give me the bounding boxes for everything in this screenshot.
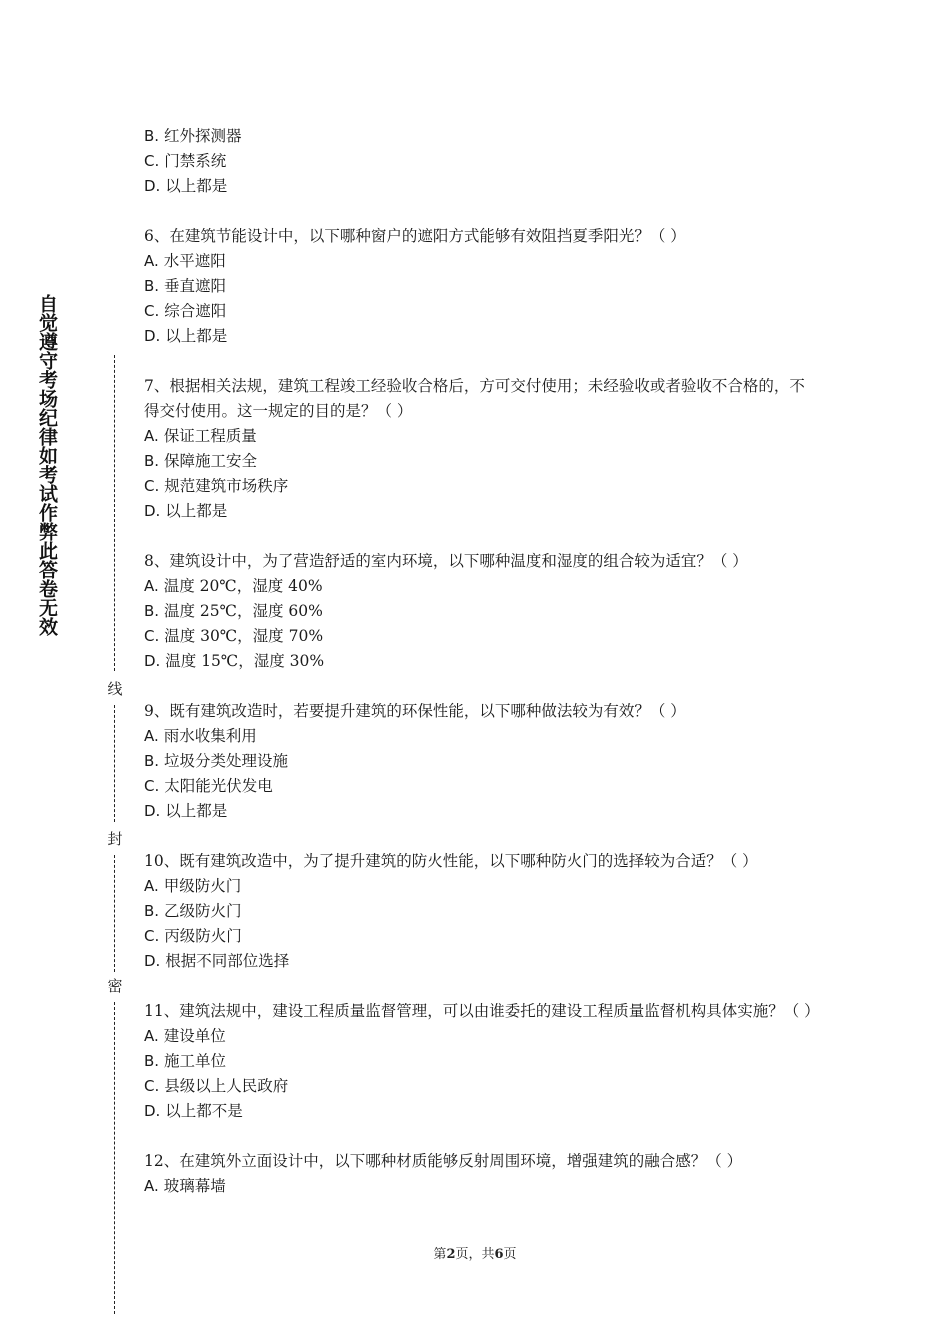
option-letter: B. [144, 127, 160, 145]
option-row [144, 474, 824, 499]
option-text: 以上都是 [165, 802, 228, 820]
option-row [144, 924, 824, 949]
option-letter: D. [144, 327, 161, 345]
option-text: 以上都是 [165, 502, 228, 520]
option-letter: A. [144, 1027, 159, 1045]
question-stem: 10、既有建筑改造中，为了提升建筑的防火性能，以下哪种防火门的选择较为合适？（ ） [144, 852, 758, 870]
exam-discipline-warning: 自觉遵守考场纪律如考试作弊此答卷无效 [36, 294, 58, 636]
option-letter: A. [144, 577, 159, 595]
option-row [144, 899, 824, 924]
total-page-number: 6 [494, 1247, 504, 1262]
option-text: 以上都是 [165, 177, 228, 195]
option-text: 垃圾分类处理设施 [164, 752, 289, 770]
option-text: 综合遮阳 [164, 302, 227, 320]
option-letter: C. [144, 777, 160, 795]
option-text: 垂直遮阳 [164, 277, 227, 295]
binding-dashed-line [114, 1002, 115, 1314]
option-row [144, 799, 824, 824]
option-text: 温度 30℃，湿度 70% [164, 627, 324, 645]
option-text: 保证工程质量 [163, 427, 257, 445]
option-letter: C. [144, 627, 160, 645]
question-9 [144, 699, 824, 824]
option-text: 县级以上人民政府 [164, 1077, 289, 1095]
question-stem: 12、在建筑外立面设计中，以下哪种材质能够反射周围环境，增强建筑的融合感？（ ） [144, 1152, 743, 1170]
option-row [144, 274, 824, 299]
option-text: 温度 25℃，湿度 60% [164, 602, 323, 620]
question-list [144, 124, 824, 1199]
option-text: 甲级防火门 [163, 877, 242, 895]
option-text: 乙级防火门 [164, 902, 242, 920]
option-row [144, 424, 824, 449]
option-text: 规范建筑市场秩序 [164, 477, 289, 495]
option-row [144, 249, 824, 274]
option-row [144, 774, 824, 799]
option-letter: B. [144, 452, 160, 470]
option-letter: C. [144, 302, 160, 320]
binding-dashed-line [114, 855, 115, 972]
binding-mark-secret: 密 [107, 977, 123, 995]
option-letter: D. [144, 952, 161, 970]
binding-mark-seal: 封 [107, 830, 123, 848]
option-letter: D. [144, 652, 161, 670]
option-row [144, 174, 824, 199]
question-8 [144, 549, 824, 674]
page-number-footer [0, 1245, 950, 1265]
option-row [144, 1099, 824, 1124]
option-row [144, 324, 824, 349]
option-row [144, 124, 824, 149]
question-11 [144, 999, 824, 1124]
option-row [144, 1074, 824, 1099]
option-row [144, 649, 824, 674]
option-letter: B. [144, 752, 160, 770]
option-row [144, 1024, 824, 1049]
option-letter: A. [144, 252, 159, 270]
option-row [144, 499, 824, 524]
option-text: 施工单位 [164, 1052, 227, 1070]
current-page-number: 2 [446, 1247, 456, 1262]
option-letter: B. [144, 602, 160, 620]
option-letter: C. [144, 927, 160, 945]
option-letter: B. [144, 277, 160, 295]
question-stem: 7、根据相关法规，建筑工程竣工经验收合格后，方可交付使用；未经验收或者验收不合格的，不得交付使用。这一规定的目的是？（ ） [144, 377, 805, 420]
option-text: 保障施工安全 [164, 452, 258, 470]
option-text: 雨水收集利用 [163, 727, 257, 745]
option-letter: A. [144, 727, 159, 745]
option-letter: C. [144, 477, 160, 495]
option-text: 水平遮阳 [163, 252, 226, 270]
option-row [144, 1049, 824, 1074]
option-row [144, 724, 824, 749]
option-letter: C. [144, 1077, 160, 1095]
option-text: 根据不同部位选择 [165, 952, 290, 970]
option-row [144, 624, 824, 649]
option-text: 丙级防火门 [164, 927, 242, 945]
option-text: 门禁系统 [164, 152, 227, 170]
option-text: 温度 20℃，湿度 40% [163, 577, 323, 595]
question-12 [144, 1149, 824, 1199]
binding-dashed-line [114, 705, 115, 822]
footer-suffix: 页 [503, 1247, 517, 1262]
question-7 [144, 374, 824, 524]
footer-prefix: 第 [433, 1247, 447, 1262]
option-row [144, 449, 824, 474]
question-10 [144, 849, 824, 974]
option-letter: A. [144, 877, 159, 895]
option-row [144, 949, 824, 974]
question-stem: 9、既有建筑改造时，若要提升建筑的环保性能，以下哪种做法较为有效？（ ） [144, 702, 686, 720]
option-letter: D. [144, 177, 161, 195]
partial-question-5 [144, 124, 824, 199]
option-text: 玻璃幕墙 [163, 1177, 226, 1195]
option-letter: B. [144, 902, 160, 920]
option-letter: A. [144, 1177, 159, 1195]
question-stem: 11、建筑法规中，建设工程质量监督管理，可以由谁委托的建设工程质量监督机构具体实施？（ ） [144, 1002, 820, 1020]
option-row [144, 874, 824, 899]
option-row [144, 1174, 824, 1199]
option-row [144, 149, 824, 174]
question-stem: 8、建筑设计中，为了营造舒适的室内环境，以下哪种温度和湿度的组合较为适宜？（ ） [144, 552, 748, 570]
option-row [144, 599, 824, 624]
option-text: 太阳能光伏发电 [164, 777, 273, 795]
binding-dashed-line [114, 355, 115, 671]
option-text: 以上都不是 [165, 1102, 243, 1120]
option-letter: B. [144, 1052, 160, 1070]
option-letter: D. [144, 802, 161, 820]
option-text: 温度 15℃，湿度 30% [165, 652, 325, 670]
binding-mark-line: 线 [107, 680, 123, 698]
option-letter: A. [144, 427, 159, 445]
option-letter: D. [144, 1102, 161, 1120]
option-row [144, 299, 824, 324]
footer-middle: 页，共 [455, 1247, 495, 1262]
option-letter: C. [144, 152, 160, 170]
option-row [144, 749, 824, 774]
question-stem: 6、在建筑节能设计中，以下哪种窗户的遮阳方式能够有效阻挡夏季阳光？（ ） [144, 227, 686, 245]
option-text: 红外探测器 [164, 127, 242, 145]
option-row [144, 574, 824, 599]
question-6 [144, 224, 824, 349]
option-text: 建设单位 [163, 1027, 226, 1045]
option-text: 以上都是 [165, 327, 228, 345]
option-letter: D. [144, 502, 161, 520]
